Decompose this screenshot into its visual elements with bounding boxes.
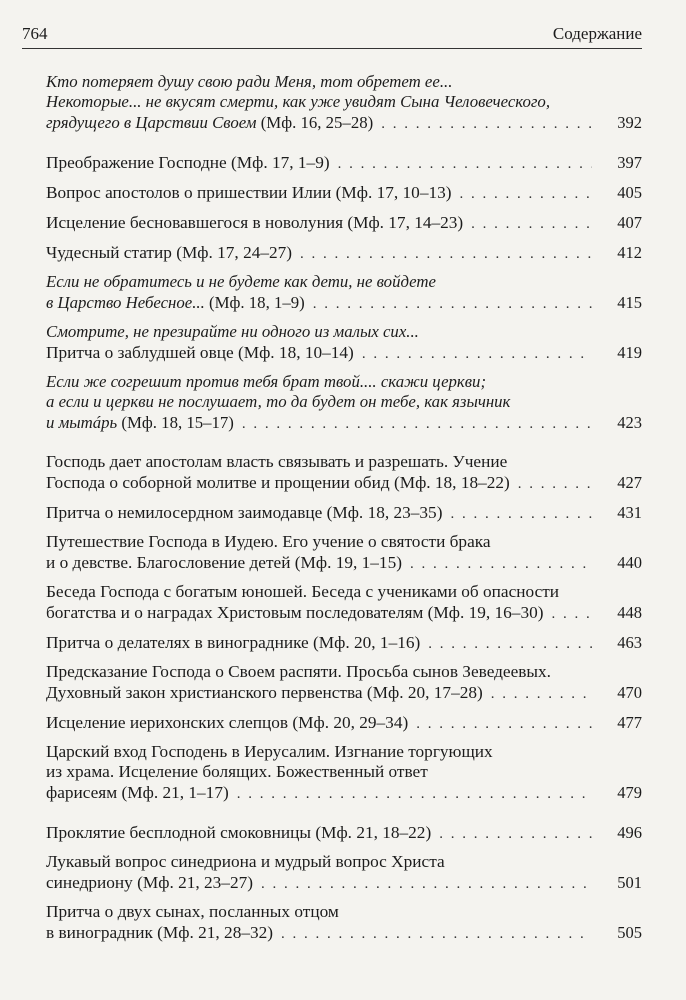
entry-title	[46, 182, 452, 204]
toc-entry	[46, 822, 642, 844]
entry-last-line	[46, 292, 642, 314]
entry-page-number: 477	[617, 713, 642, 732]
entry-last-line	[46, 602, 642, 624]
dot-leader	[300, 243, 592, 265]
entry-line: из храма. Исцеление болящих. Божественный ответ	[46, 762, 428, 781]
entry-last-line	[46, 682, 642, 704]
entry-title-text: синедриону (Мф. 21, 23–27)	[46, 873, 253, 892]
entry-reference: (Мф. 16, 25–28)	[256, 113, 374, 132]
entry-title-text: в виноградник (Мф. 21, 28–32)	[46, 923, 274, 942]
toc-entry	[46, 502, 642, 524]
entry-title-text: Проклятие бесплодной смоковницы (Мф. 21, 18–22)	[46, 823, 432, 842]
entry-line: Предсказание Господа о Своем распяти. Просьба сынов Зеведеевых.	[46, 662, 551, 681]
toc-entry	[46, 182, 642, 204]
entry-line: Смотрите, не презирайте ни одного из малых сих...	[46, 322, 419, 341]
entry-line: Лукавый вопрос синедриона и мудрый вопрос Христа	[46, 852, 445, 871]
entry-title	[46, 152, 330, 174]
entry-title	[46, 822, 431, 844]
entry-last-line	[46, 922, 642, 944]
entry-last-line	[46, 242, 642, 264]
entry-title	[46, 922, 273, 944]
entry-title-text: и мытáрь	[46, 413, 118, 432]
entry-last-line	[46, 182, 642, 204]
dot-leader	[261, 873, 592, 895]
entry-last-line	[46, 552, 642, 574]
entry-page-number: 448	[617, 603, 642, 622]
entry-last-line	[46, 212, 642, 234]
toc-entry	[46, 582, 642, 624]
entry-last-line	[46, 632, 642, 654]
entry-title-text: богатства и о наградах Христовым последователям (Мф. 19, 16–30)	[46, 603, 544, 622]
entry-title-text: Духовный закон христианского первенства (Мф. 20, 17–28)	[46, 683, 483, 702]
entry-line: Господь дает апостолам власть связывать и разрешать. Учение	[46, 452, 508, 471]
entry-reference: (Мф. 18, 1–9)	[204, 293, 305, 312]
entry-line: Если же согрешит против тебя брат твой.... скажи церкви;	[46, 372, 487, 391]
entry-page-number: 423	[617, 413, 642, 432]
toc-entry	[46, 662, 642, 704]
entry-title-text: грядущего в Царствии Своем	[46, 113, 257, 132]
entry-title	[46, 292, 305, 314]
entry-title-text: Притча о заблудшей овце (Мф. 18, 10–14)	[46, 343, 354, 362]
entry-line: Притча о двух сынах, посланных отцом	[46, 902, 339, 921]
entry-last-line	[46, 872, 642, 894]
entry-last-line	[46, 782, 642, 804]
entry-last-line	[46, 502, 642, 524]
entry-last-line	[46, 152, 642, 174]
entry-page-number: 440	[617, 553, 642, 572]
entry-page-number: 470	[617, 683, 642, 702]
entry-page-number: 419	[617, 343, 642, 362]
toc-entry	[46, 212, 642, 234]
entry-reference: (Мф. 18, 15–17)	[117, 413, 234, 432]
entry-title-text: Исцеление иерихонских слепцов (Мф. 20, 29–34)	[46, 713, 409, 732]
entry-page-number: 463	[617, 633, 642, 652]
entry-page-number: 407	[617, 213, 642, 232]
dot-leader	[518, 473, 592, 495]
entry-line: Кто потеряет душу свою ради Меня, тот обретет ее...	[46, 72, 453, 91]
entry-last-line	[46, 112, 642, 134]
entry-title-text: Вопрос апостолов о пришествии Илии (Мф. 17, 10–13)	[46, 183, 452, 202]
entry-page-number: 405	[617, 183, 642, 202]
dot-leader	[491, 683, 592, 705]
entry-title	[46, 872, 253, 894]
toc-entry	[46, 272, 642, 314]
dot-leader	[439, 823, 592, 845]
entry-title	[46, 712, 408, 734]
entry-title-text: фарисеям (Мф. 21, 1–17)	[46, 783, 229, 802]
dot-leader	[552, 603, 593, 625]
dot-leader	[471, 213, 592, 235]
entry-line: Царский вход Господень в Иерусалим. Изгнание торгующих	[46, 742, 493, 761]
entry-title-text: в Царство Небесное...	[46, 293, 205, 312]
toc-entry	[46, 372, 642, 434]
dot-leader	[313, 293, 592, 315]
section-title: Содержание	[552, 24, 642, 43]
dot-leader	[450, 503, 592, 525]
toc-entry	[46, 452, 642, 494]
entry-title-text: Притча о немилосердном заимодавце (Мф. 18, 23–35)	[46, 503, 443, 522]
running-header	[22, 22, 642, 49]
entry-line: Некоторые... не вкусят смерти, как уже увидят Сына Человеческого,	[46, 92, 551, 111]
toc-entry	[46, 72, 642, 134]
entry-page-number: 501	[617, 873, 642, 892]
entry-line: Беседа Господа с богатым юношей. Беседа с учениками об опасности	[46, 582, 560, 601]
entry-title	[46, 112, 373, 134]
entry-page-number: 431	[617, 503, 642, 522]
toc-entry	[46, 902, 642, 944]
dot-leader	[237, 783, 592, 805]
entry-last-line	[46, 822, 642, 844]
entry-title-text: Преображение Господне (Мф. 17, 1–9)	[46, 153, 330, 172]
entry-last-line	[46, 412, 642, 434]
toc-entry	[46, 632, 642, 654]
dot-leader	[416, 713, 592, 735]
toc-entry	[46, 242, 642, 264]
toc-entry	[46, 532, 642, 574]
entry-title	[46, 242, 292, 264]
entry-title	[46, 412, 234, 434]
entry-page-number: 479	[617, 783, 642, 802]
entry-line: а если и церкви не послушает, то да будет он тебе, как язычник	[46, 392, 511, 411]
entry-title-text: Чудесный статир (Мф. 17, 24–27)	[46, 243, 293, 262]
page-number: 764	[22, 24, 48, 43]
dot-leader	[338, 153, 592, 175]
dot-leader	[362, 343, 592, 365]
entry-title-text: Притча о делателях в винограднике (Мф. 20, 1–16)	[46, 633, 421, 652]
entry-title-text: Исцеление бесновавшегося в новолуния (Мф. 17, 14–23)	[46, 213, 464, 232]
entry-title	[46, 212, 463, 234]
dot-leader	[281, 923, 592, 945]
toc-entry	[46, 712, 642, 734]
entry-title	[46, 682, 483, 704]
dot-leader	[460, 183, 593, 205]
entry-title	[46, 602, 544, 624]
entry-title	[46, 342, 354, 364]
entry-title	[46, 552, 402, 574]
entry-page-number: 496	[617, 823, 642, 842]
entry-last-line	[46, 472, 642, 494]
entry-page-number: 397	[617, 153, 642, 172]
dot-leader	[242, 413, 592, 435]
entry-title-text: Господа о соборной молитве и прощении обид (Мф. 18, 18–22)	[46, 473, 510, 492]
toc-entry	[46, 152, 642, 174]
dot-leader	[410, 553, 592, 575]
entry-page-number: 505	[617, 923, 642, 942]
entry-title	[46, 782, 229, 804]
toc-entry	[46, 322, 642, 364]
entry-line: Путешествие Господа в Иудею. Его учение о святости брака	[46, 532, 491, 551]
entry-title	[46, 632, 420, 654]
entry-title	[46, 502, 442, 524]
entry-page-number: 412	[617, 243, 642, 262]
dot-leader	[428, 633, 592, 655]
toc-entry	[46, 852, 642, 894]
entry-title-text: и о девстве. Благословение детей (Мф. 19, 1–15)	[46, 553, 402, 572]
dot-leader	[381, 113, 592, 135]
entry-last-line	[46, 342, 642, 364]
toc-entry	[46, 742, 642, 804]
entry-page-number: 415	[617, 293, 642, 312]
entry-page-number: 392	[617, 113, 642, 132]
entry-last-line	[46, 712, 642, 734]
entry-line: Если не обратитесь и не будете как дети, не войдете	[46, 272, 436, 291]
entry-page-number: 427	[617, 473, 642, 492]
entry-title	[46, 472, 510, 494]
